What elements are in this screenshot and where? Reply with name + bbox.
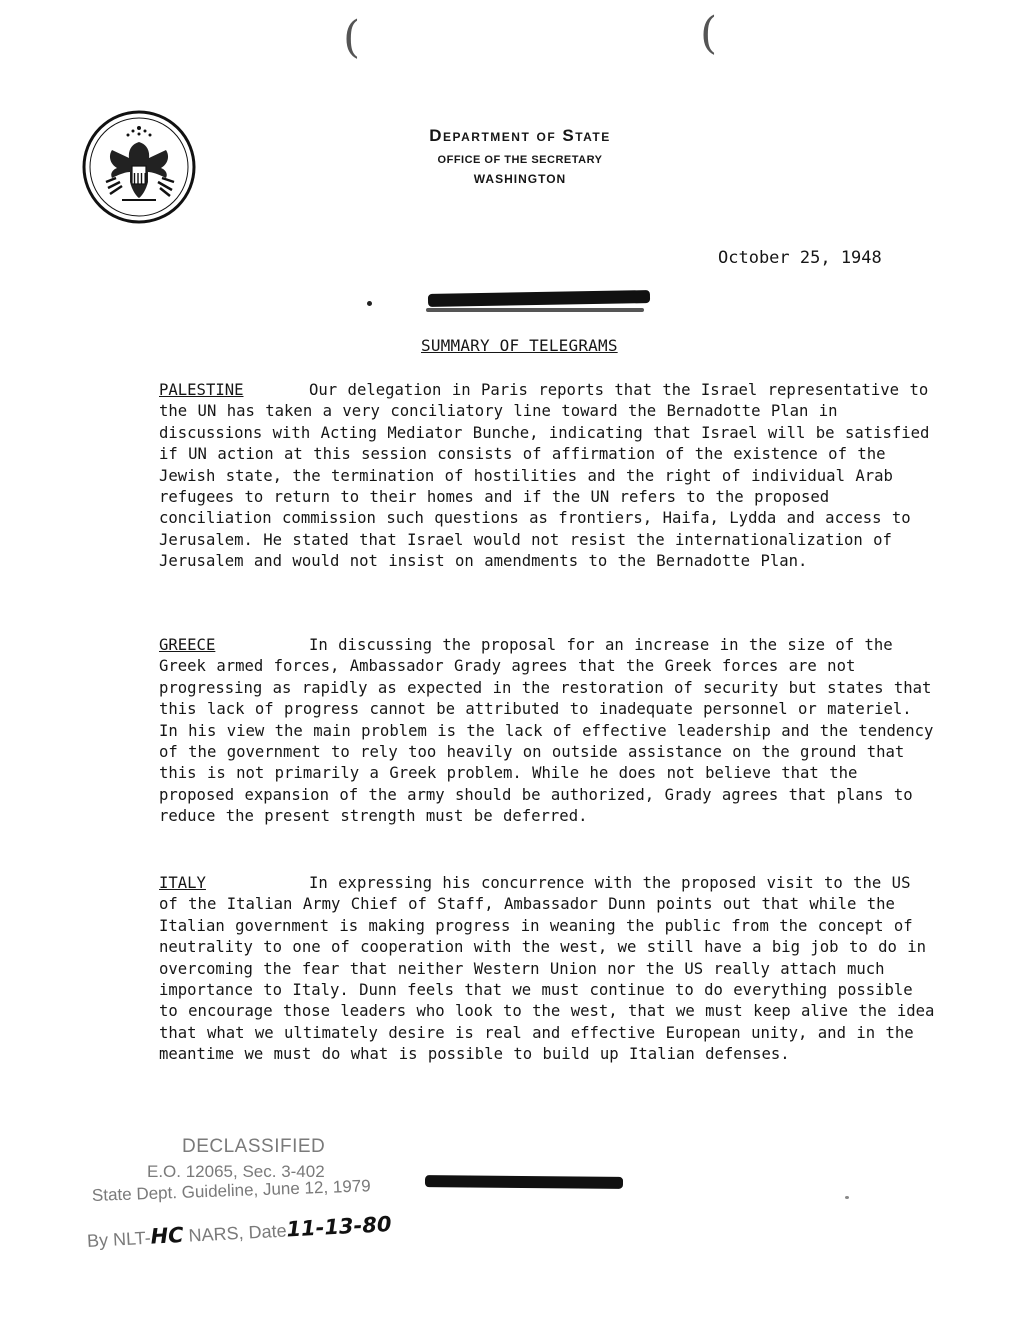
redacted-classification-top xyxy=(428,290,650,307)
margin-mark-left: ( xyxy=(343,12,361,63)
stamp-authority-prefix: By NLT- xyxy=(86,1227,152,1251)
stamp-authority-middle: NARS, Date xyxy=(183,1220,288,1246)
letterhead xyxy=(380,126,660,186)
section-palestine xyxy=(159,380,939,573)
section-heading-greece: GREECE xyxy=(159,636,216,654)
department-name: Department of State xyxy=(429,126,611,145)
office-name: OFFICE OF THE SECRETARY xyxy=(437,154,603,166)
section-heading-palestine: PALESTINE xyxy=(159,381,244,399)
stamp-authority xyxy=(86,1212,392,1252)
stray-dot xyxy=(367,301,372,306)
redaction-underline-top xyxy=(426,308,644,312)
office-city: WASHINGTON xyxy=(473,172,567,186)
stamp-initials: HC xyxy=(149,1222,185,1249)
section-heading-italy: ITALY xyxy=(159,874,206,892)
page-speck xyxy=(845,1196,849,1199)
department-seal xyxy=(82,110,196,224)
section-body-italy: In expressing his concurrence with the proposed visit to the US of the Italian Army Chief of Staff, Ambassador Dunn points out that while the Italian government is making progress in weaning the public from the concept of neutrality to one of cooperation with the west, we still have a big job to do in overcoming the fear that neither Western Union nor the US really attach much importance to Italy. Dunn feels that we must continue to do everything possible to encourage those leaders who look to the west, that we must keep alive the idea that what we ultimately desire is real and effective European unity, and in the meantime we must do what is possible to build up Italian defenses. xyxy=(159,874,935,1064)
stamp-date: 11-13-80 xyxy=(285,1212,393,1242)
stamp-declassified: DECLASSIFIED xyxy=(182,1136,326,1157)
stamp-executive-order: E.O. 12065, Sec. 3-402 xyxy=(147,1162,325,1181)
document-title: SUMMARY OF TELEGRAMS xyxy=(421,336,618,355)
document-date: October 25, 1948 xyxy=(718,248,882,268)
section-greece xyxy=(159,635,939,828)
section-italy xyxy=(159,873,939,1066)
stamp-guideline: State Dept. Guideline, June 12, 1979 xyxy=(91,1176,371,1205)
section-body-greece: In discussing the proposal for an increase in the size of the Greek armed forces, Ambassador Grady agrees that the Greek forces are not progressing as rapidly as expected in the restoration of security but states that this lack of progress cannot be attributed to inadequate personnel or materiel. In his view the main problem is the lack of effective leadership and the tendency of the government to rely too heavily on outside assistance on the ground that this is not primarily a Greek problem. While he does not believe that the proposed expansion of the army should be authorized, Grady agrees that plans to reduce the present strength must be deferred. xyxy=(159,636,934,826)
margin-mark-right: ( xyxy=(700,8,718,59)
redacted-classification-bottom xyxy=(425,1175,623,1189)
section-body-palestine: Our delegation in Paris reports that the Israel representative to the UN has taken a very conciliatory line toward the Bernadotte Plan in discussions with Acting Mediator Bunche, indicating that Israel will be satisfied if UN action at this session consists of affirmation of the existence of the Jewish state, the termination of hostilities and the right of individual Arab refugees to return to their homes and if the UN refers to the proposed conciliation commission such questions as frontiers, Haifa, Lydda and access to Jerusalem. He stated that Israel would not resist the internationalization of Jerusalem and would not insist on amendments to the Bernadotte Plan. xyxy=(159,381,930,571)
